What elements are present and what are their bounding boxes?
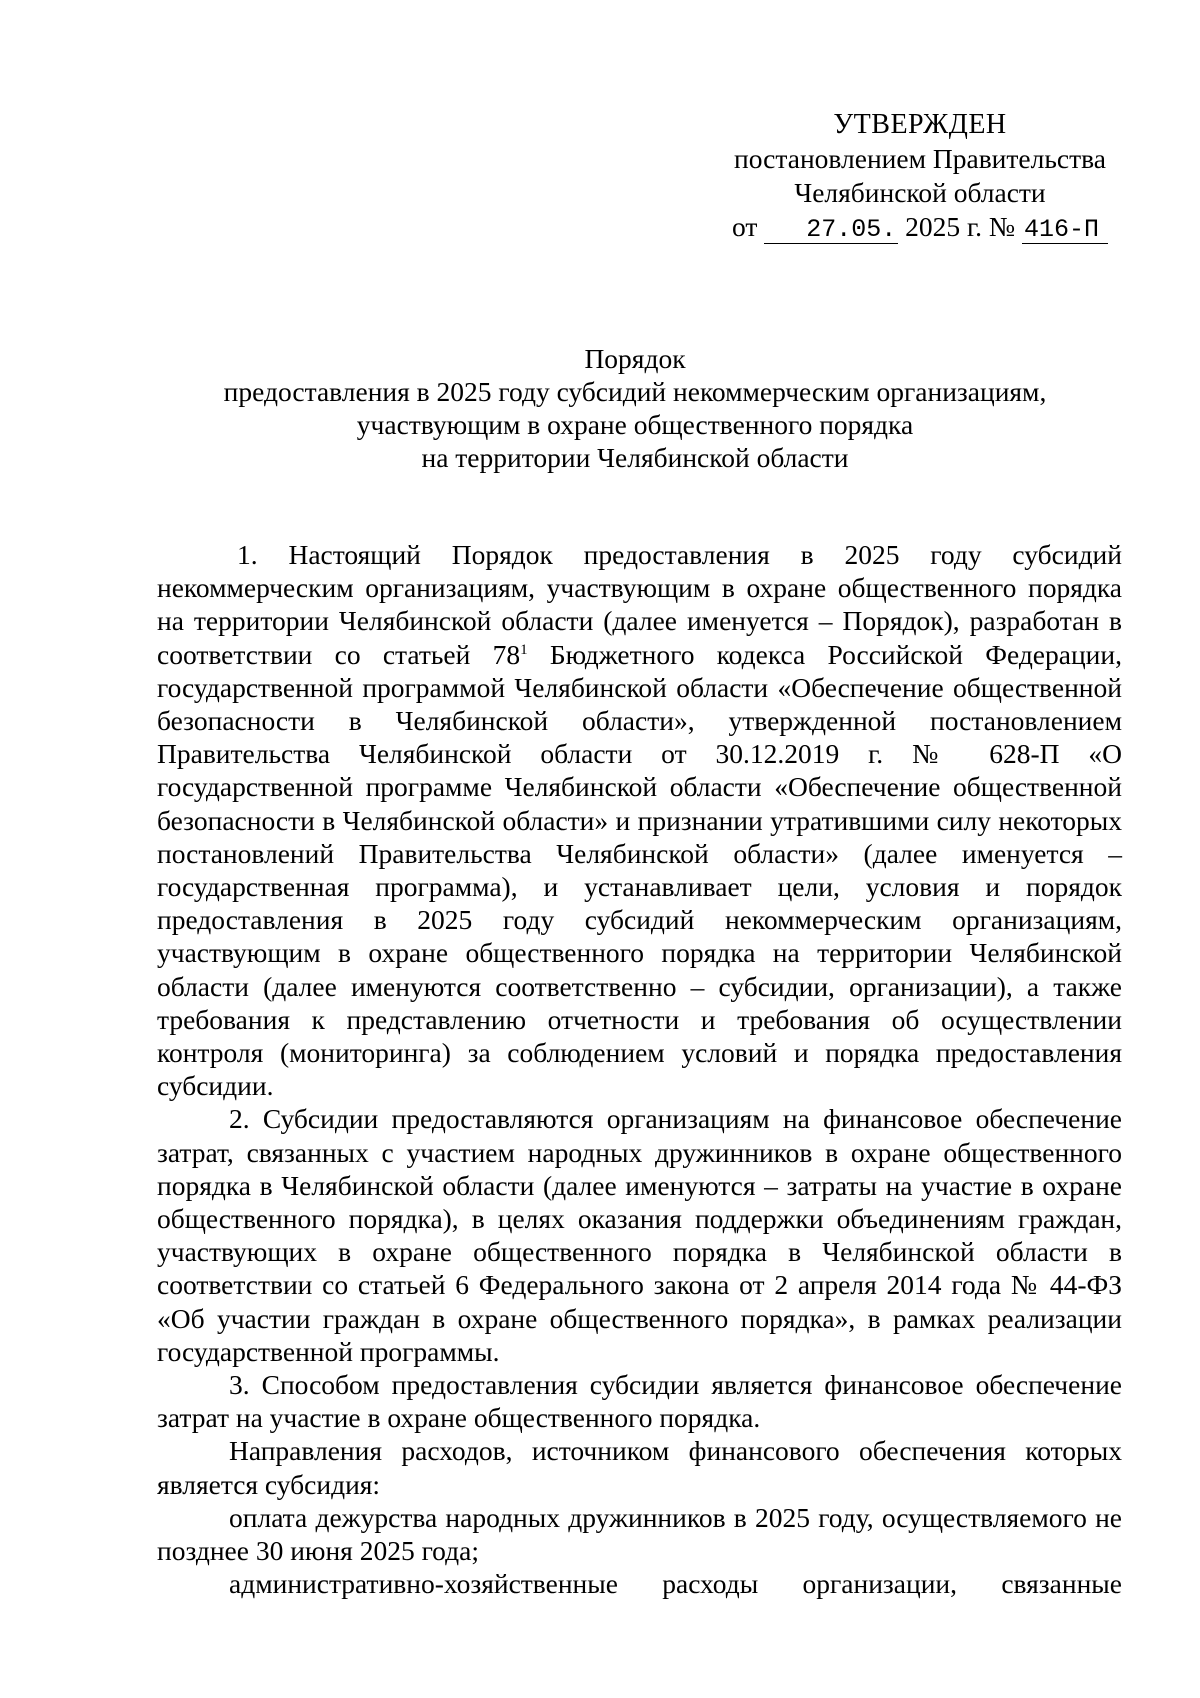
paragraph-4: Направления расходов, источником финансового обеспечения которых является субсидия: bbox=[157, 1435, 1122, 1500]
approval-from-prefix: от bbox=[731, 211, 758, 242]
title-line-3: на территории Челябинской области bbox=[421, 442, 849, 473]
paragraph-6: административно-хозяйственные расходы организации, связанные bbox=[229, 1568, 1122, 1600]
paragraph-5: оплата дежурства народных дружинников в 2025 году, осуществляемого не позднее 30 июня 2025 года; bbox=[157, 1501, 1122, 1567]
paragraph-2: 2. Субсидии предоставляются организациям на финансовое обеспечение затрат, связанных с участием народных дружинников в охране общественного порядка в Челябинской области (далее именуются – затраты на участие в охране общественного порядка), в целях оказания поддержки объединениям граждан, участвующих в охране общественного порядка в Челябинской области в соответствии со статьей 6 Федерального закона от 2 апреля 2014 года № 44-ФЗ «Об участии граждан в охране общественного порядка», в рамках реализации государственной программы. bbox=[157, 1103, 1122, 1367]
title-heading: Порядок bbox=[584, 343, 686, 374]
approval-number-handwritten: 416-П bbox=[1022, 217, 1108, 244]
title-line-1: предоставления в 2025 году субсидий некоммерческим организациям, bbox=[223, 376, 1047, 407]
approval-date-line bbox=[720, 210, 1120, 244]
approval-line-1: постановлением Правительства bbox=[734, 143, 1106, 174]
paragraph-1 bbox=[157, 538, 1122, 1102]
paragraph-1-text-a: 1. Настоящий Порядок предоставления в 2025 году субсидий некоммерческим организациям, участвующим в охране общественного порядка на территории Челябинской области (далее именуется – Порядок), разработан в соответствии со статьей 78 bbox=[157, 539, 1122, 670]
paragraph-1-text-b: Бюджетного кодекса Российской Федерации, государственной программой Челябинской области «Обеспечение общественной безопасности в Челябинской области», утвержденной постановлением Правительства Челябинской области от 30.12.2019 г. № 628-П «О государственной программе Челябинской области «Обеспечение общественной безопасности в Челябинской области» и признании утратившими силу некоторых постановлений Правительства Челябинской области» (далее именуется – государственная программа), и устанавливает цели, условия и порядок предоставления в 2025 году субсидий некоммерческим организациям, участвующим в охране общественного порядка на территории Челябинской области (далее именуются соответственно – субсидии, организации), а также требования к представлению отчетности и требования об осуществлении контроля (мониторинга) за соблюдением условий и порядка предоставления субсидии. bbox=[157, 638, 1122, 1102]
document-title bbox=[150, 342, 1120, 474]
document-body bbox=[157, 538, 1122, 1601]
paragraph-1-superscript: 1 bbox=[520, 641, 528, 658]
approval-line-2: Челябинской области bbox=[794, 177, 1046, 208]
approval-date-handwritten: 27.05. bbox=[764, 217, 898, 244]
paragraph-3: 3. Способом предоставления субсидии является финансовое обеспечение затрат на участие в охране общественного порядка. bbox=[157, 1369, 1122, 1434]
approval-stamp: УТВЕРЖДЕН bbox=[833, 109, 1007, 140]
title-line-2: участвующим в охране общественного порядка bbox=[356, 409, 914, 440]
approval-year-suffix: 2025 г. № bbox=[905, 211, 1016, 242]
approval-block bbox=[720, 108, 1120, 244]
